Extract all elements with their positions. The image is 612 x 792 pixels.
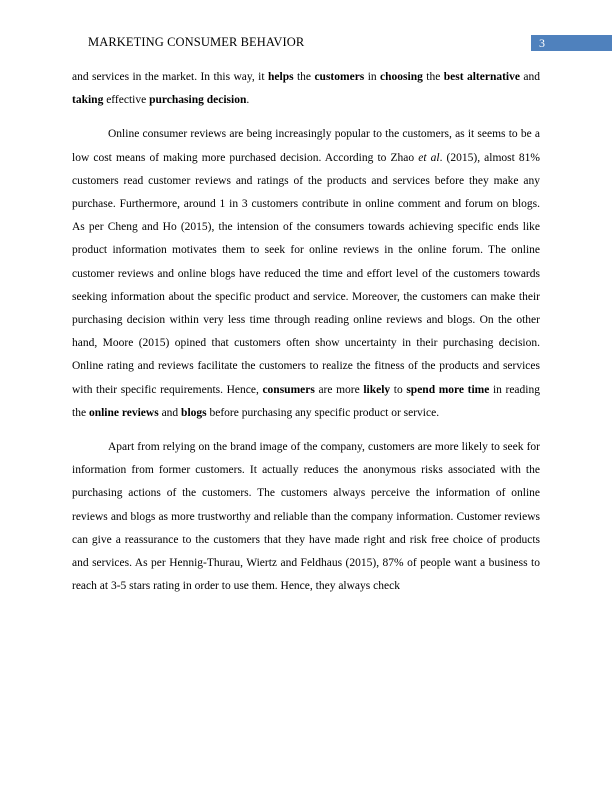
bold-text: blogs <box>181 406 207 419</box>
page-number-box <box>531 35 612 51</box>
text-run: . <box>246 94 250 107</box>
paragraph-2 <box>72 123 540 425</box>
bold-text: best alternative <box>443 71 520 83</box>
bold-text: spend more time <box>406 383 490 396</box>
text-run: effective <box>103 94 150 107</box>
text-run: and <box>158 406 182 419</box>
text-run: to <box>390 383 407 396</box>
text-run: in <box>364 71 381 83</box>
text-run: the <box>293 71 315 83</box>
bold-text: helps <box>268 71 294 83</box>
bold-text: taking <box>72 94 104 107</box>
bold-text: likely <box>363 383 391 396</box>
paragraph-1 <box>72 66 540 112</box>
bold-text: purchasing decision <box>149 94 247 107</box>
page-number: 3 <box>539 36 545 50</box>
bold-text: consumers <box>262 383 315 396</box>
document-body <box>72 66 540 598</box>
text-run: . (2015), almost 81% customers read customer reviews and ratings of the products and services before they make any purchase. Furthermore, around 1 in 3 customers contribute in online comment and forum on blogs. As per Cheng and Ho (2015), the intension of the consumers towards achieving specific ends like product information motivates them to seek for online reviews in the online forum. The online customer reviews and online blogs have reduced the time and effort level of the customers towards seeking information about the specific product and service. Moreover, the customers can make their purchasing decision within very less time through reading online reviews and blogs. On the other hand, Moore (2015) opined that customers often show uncertainty in their purchasing decision. Online rating and reviews facilitate the customers to realize the fitness of the products and services with their specific requirements. Hence, <box>72 151 541 396</box>
text-run: are more <box>314 383 364 396</box>
text-run: and services in the market. In this way, it <box>72 71 268 83</box>
bold-text: online reviews <box>88 406 159 419</box>
text-run: the <box>422 71 444 83</box>
bold-text: choosing <box>380 71 423 83</box>
text-run: Online consumer reviews are being increasingly popular to the customers, as it seems to be a low cost means of making more purchased decision. According to Zhao <box>72 128 540 164</box>
text-run: before purchasing any specific product or service. <box>206 406 440 419</box>
text-run: and <box>519 71 540 83</box>
paragraph-3 <box>72 436 540 598</box>
text-run: Apart from relying on the brand image of the company, customers are more likely to seek for information from former customers. It actually reduces the anonymous risks associated with the purchasing actions of the customers. The customers always perceive the information of online reviews and blogs as more trustworthy and reliable than the company information. Customer reviews can give a reassurance to the customers that they have made right and risk free choice of products and services. As per Hennig-Thurau, Wiertz and Feldhaus (2015), 87% of people want a business to reach at 3-5 stars rating in order to use them. Hence, they always check <box>72 441 540 593</box>
text-run: in reading the <box>72 383 540 419</box>
bold-text: customers <box>314 71 365 83</box>
italic-text: et al <box>418 151 440 164</box>
header-title: MARKETING CONSUMER BEHAVIOR <box>88 35 305 49</box>
